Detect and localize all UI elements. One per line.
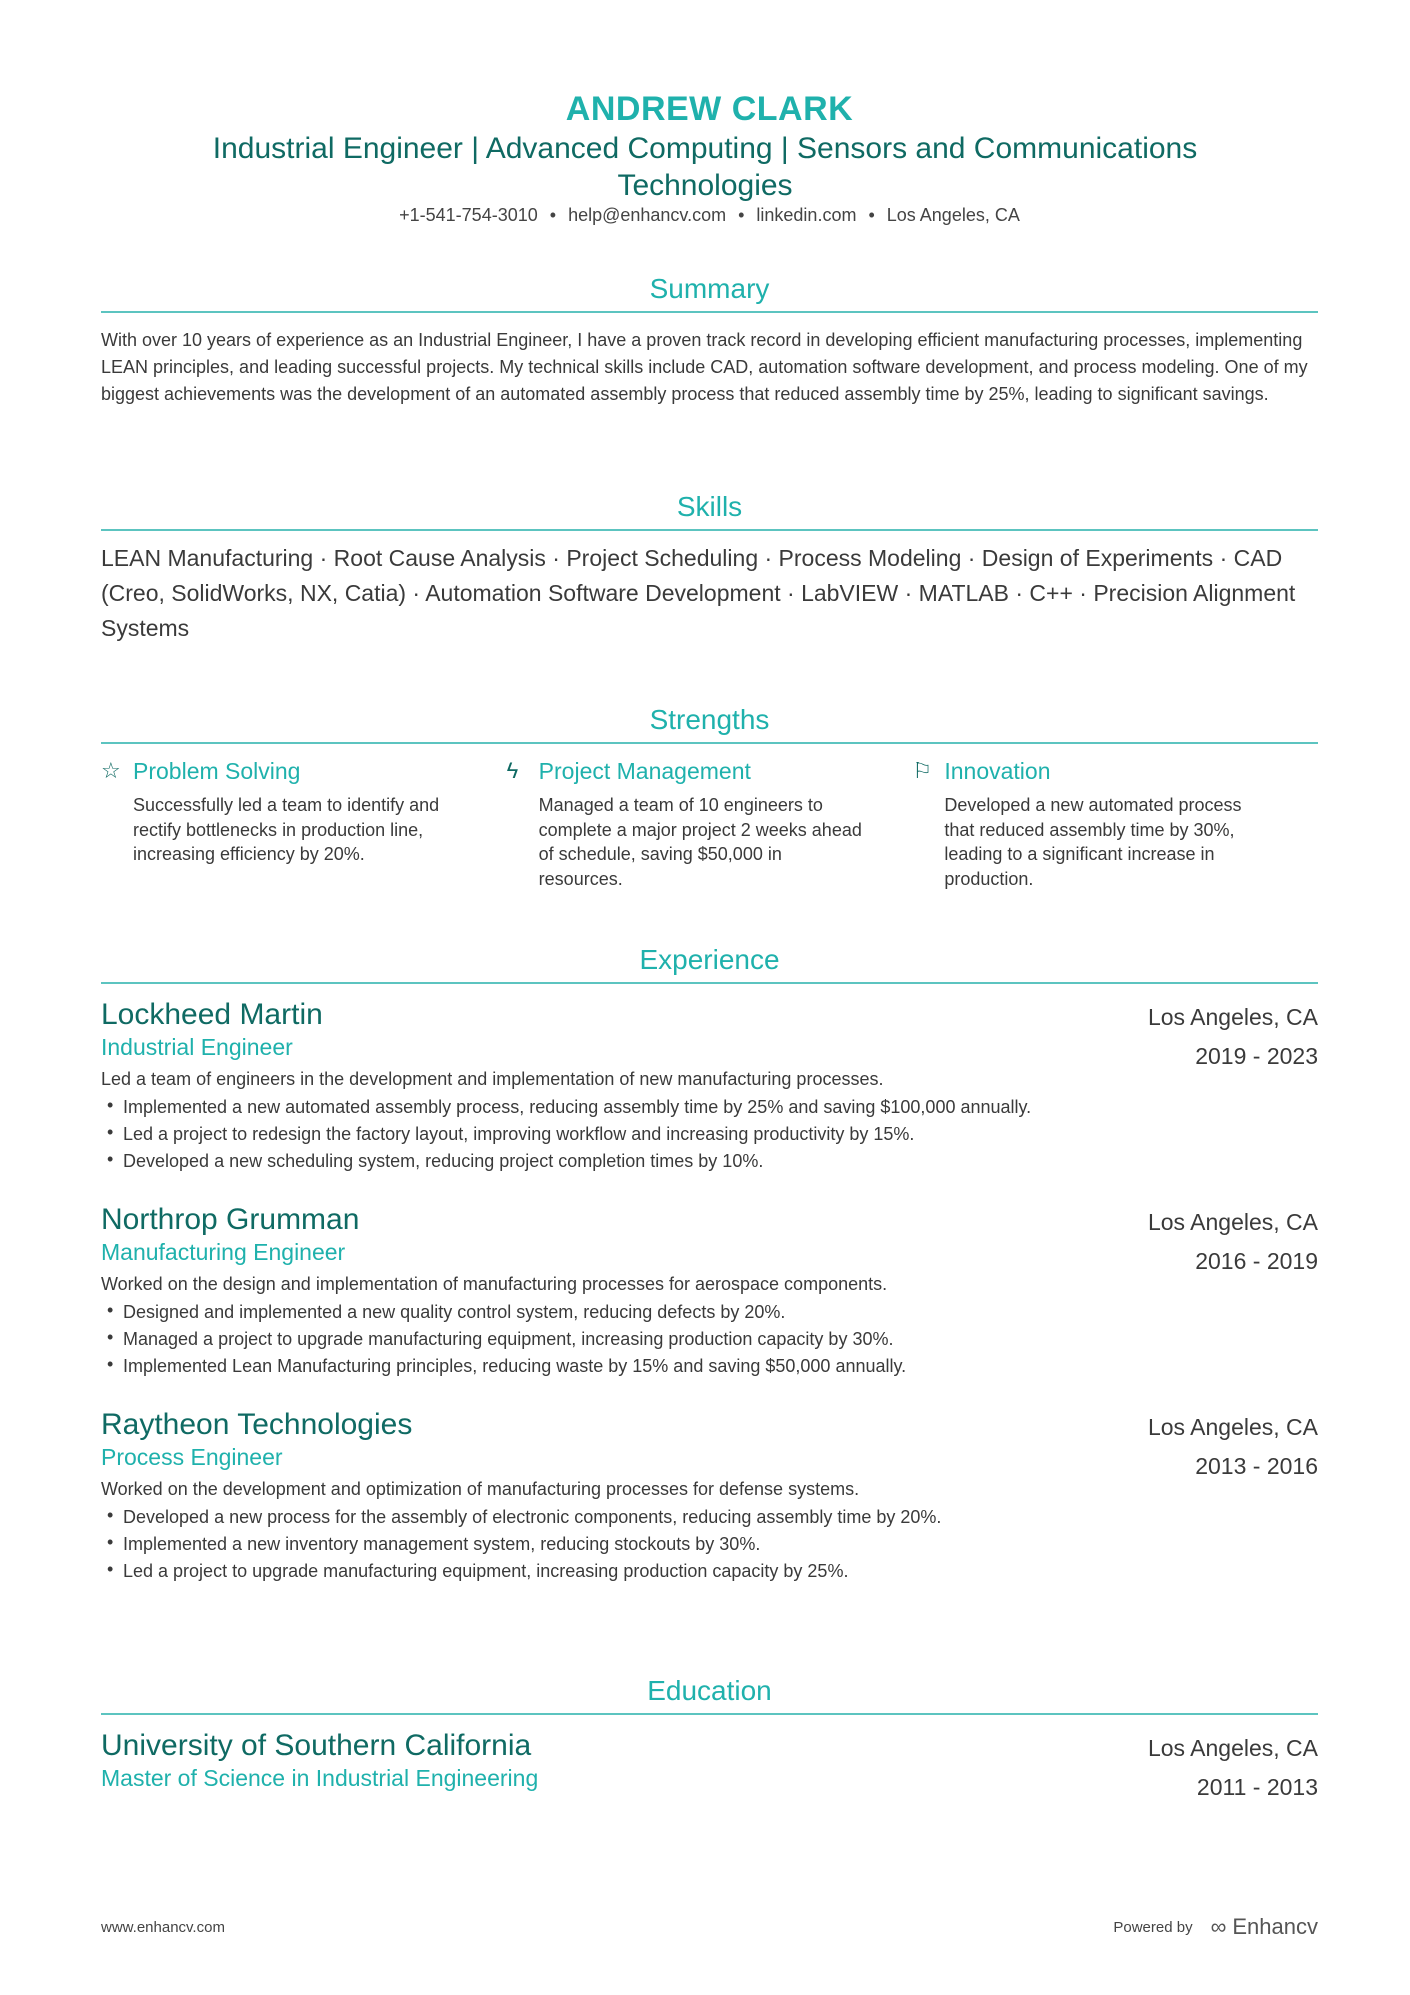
job-entry <box>101 1408 1318 1585</box>
job-desc: Led a team of engineers in the development and implementation of new manufacturing processes. <box>101 1069 884 1089</box>
degree: Master of Science in Industrial Engineering <box>101 1765 539 1791</box>
edu-location: Los Angeles, CA <box>1147 1735 1318 1761</box>
strength-title: Project Management <box>538 758 751 784</box>
section-heading: Summary <box>101 273 1318 313</box>
bullet: • Implemented Lean Manufacturing principles, reducing waste by 15% and saving $50,000 annually. <box>101 1353 1318 1380</box>
strength-item <box>507 758 913 891</box>
job-dates: 2016 - 2019 <box>1195 1248 1318 1274</box>
bullet: • Implemented a new inventory management system, reducing stockouts by 30%. <box>101 1531 1318 1558</box>
company: Northrop Grumman <box>101 1203 360 1236</box>
job-entry <box>101 1203 1318 1380</box>
powered-by: Powered by <box>1113 1918 1193 1936</box>
job-entry <box>101 998 1318 1175</box>
education-entry <box>101 1729 1318 1800</box>
company: Lockheed Martin <box>101 998 323 1031</box>
strength-title: Problem Solving <box>133 758 301 784</box>
skills-list: LEAN Manufacturing · Root Cause Analysis · Project Scheduling · Process Modeling · Design of Experiments · CAD (Creo, SolidWorks, NX, Catia) · Automation Software Development · LabVIEW · MATLAB · C++ · Precision Alignment Systems <box>101 545 1296 641</box>
bullet: • Developed a new process for the assembly of electronic components, reducing assembly time by 20%. <box>101 1504 1318 1531</box>
role: Process Engineer <box>101 1444 283 1470</box>
contact-info: +1-541-754-3010 • help@enhancv.com • linkedin.com • Los Angeles, CA <box>399 205 1020 225</box>
job-location: Los Angeles, CA <box>1147 1004 1318 1030</box>
strength-item <box>101 758 507 891</box>
section-heading: Education <box>101 1675 1318 1715</box>
job-dates: 2013 - 2016 <box>1195 1453 1318 1479</box>
footer <box>101 1914 1318 1940</box>
education-section <box>101 1675 1318 1820</box>
role: Industrial Engineer <box>101 1034 293 1060</box>
strength-item <box>912 758 1318 891</box>
enhancv-logo-icon: ∞ Enhancv <box>1210 1914 1318 1939</box>
summary-text: With over 10 years of experience as an Industrial Engineer, I have a proven track record in developing efficient manufacturing processes, implementing LEAN principles, and leading successful projects. My technical skills include CAD, automation software development, and process modeling. One of my biggest achievements was the development of an automated assembly process that reduced assembly time by 25%, leading to significant savings. <box>101 330 1308 404</box>
lightning-icon: ϟ <box>506 758 519 783</box>
phone: +1-541-754-3010 <box>399 205 538 225</box>
job-location: Los Angeles, CA <box>1147 1209 1318 1235</box>
school: University of Southern California <box>101 1729 532 1762</box>
role: Manufacturing Engineer <box>101 1239 346 1265</box>
experience-section <box>101 944 1318 1613</box>
job-location: Los Angeles, CA <box>1147 1414 1318 1440</box>
job-desc: Worked on the design and implementation of manufacturing processes for aerospace components. <box>101 1274 888 1294</box>
linkedin[interactable]: linkedin.com <box>756 205 857 225</box>
summary-section <box>101 273 1318 408</box>
bullet: • Implemented a new automated assembly process, reducing assembly time by 25% and saving $100,000 annually. <box>101 1094 1318 1121</box>
star-icon: ☆ <box>101 758 121 783</box>
section-heading: Strengths <box>101 704 1318 744</box>
strength-title: Innovation <box>944 758 1051 784</box>
job-desc: Worked on the development and optimization of manufacturing processes for defense systems. <box>101 1479 860 1499</box>
bullet: • Led a project to upgrade manufacturing equipment, increasing production capacity by 25%. <box>101 1558 1318 1585</box>
job-dates: 2019 - 2023 <box>1195 1043 1318 1069</box>
strength-desc: Developed a new automated process that reduced assembly time by 30%, leading to a significant increase in production. <box>944 795 1242 889</box>
flag-icon: ⚐ <box>912 758 933 783</box>
edu-dates: 2011 - 2013 <box>1196 1774 1318 1800</box>
footer-site[interactable]: www.enhancv.com <box>101 1918 225 1936</box>
skills-section <box>101 491 1318 646</box>
strength-desc: Managed a team of 10 engineers to complete a major project 2 weeks ahead of schedule, saving $50,000 in resources. <box>538 795 862 889</box>
company: Raytheon Technologies <box>101 1408 413 1441</box>
strengths-section <box>101 704 1318 891</box>
email[interactable]: help@enhancv.com <box>568 205 727 225</box>
strength-desc: Successfully led a team to identify and rectify bottlenecks in production line, increasing efficiency by 20%. <box>133 795 440 864</box>
candidate-title: Industrial Engineer | Advanced Computing | Sensors and Communications Technologies <box>212 132 1198 202</box>
bullet: • Managed a project to upgrade manufacturing equipment, increasing production capacity by 30%. <box>101 1326 1318 1353</box>
section-heading: Skills <box>101 491 1318 531</box>
location: Los Angeles, CA <box>886 205 1020 225</box>
bullet: • Led a project to redesign the factory layout, improving workflow and increasing productivity by 15%. <box>101 1121 1318 1148</box>
candidate-name: ANDREW CLARK <box>565 90 854 128</box>
bullet: • Developed a new scheduling system, reducing project completion times by 10%. <box>101 1148 1318 1175</box>
section-heading: Experience <box>101 944 1318 984</box>
brand-name: Enhancv <box>1232 1914 1318 1939</box>
bullet: • Designed and implemented a new quality control system, reducing defects by 20%. <box>101 1299 1318 1326</box>
